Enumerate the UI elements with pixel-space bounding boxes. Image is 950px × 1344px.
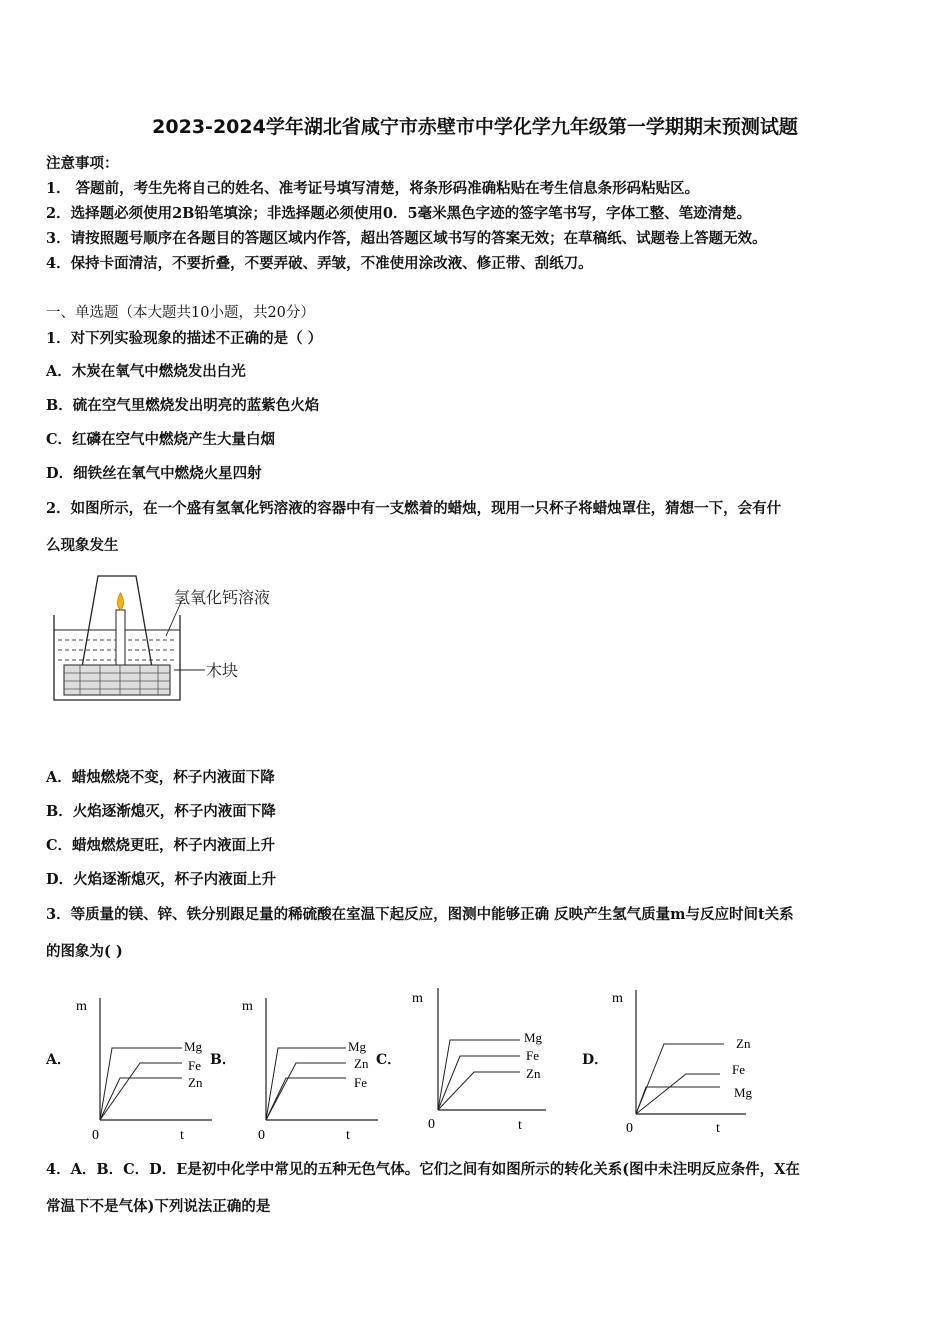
- series-label: Fe: [732, 1062, 745, 1077]
- x-axis-label: t: [716, 1121, 720, 1136]
- series-label: Mg: [348, 1039, 367, 1054]
- y-axis-label: m: [76, 999, 87, 1014]
- candle-experiment-figure: [50, 570, 290, 705]
- q3-option-c-label: C．: [376, 1052, 402, 1068]
- q1-option-a: A．木炭在氧气中燃烧发出白光: [46, 363, 246, 380]
- page-title: 2023-2024学年湖北省咸宁市赤壁市中学化学九年级第一学期期末预测试题: [152, 116, 798, 138]
- q3-graph-b: [238, 990, 388, 1145]
- q1-option-b: B．硫在空气里燃烧发出明亮的蓝紫色火焰: [46, 397, 320, 414]
- question-3-stem: 3．等质量的镁、锌、铁分别跟足量的稀硫酸在室温下起反应，图测中能够正确 反映产生氢气质量m与反应时间t关系: [46, 906, 794, 923]
- series-label: Mg: [524, 1030, 543, 1045]
- question-4-stem: 4．A．B．C．D．E是初中化学中常见的五种无色气体。它们之间有如图所示的转化关系(图中未注明反应条件，X在: [46, 1161, 800, 1178]
- q1-option-c: C．红磷在空气中燃烧产生大量白烟: [46, 431, 276, 448]
- label-wood-block: 木块: [206, 663, 239, 680]
- q3-option-b-label: B．: [210, 1052, 236, 1068]
- y-axis-label: m: [612, 991, 623, 1006]
- series-label: Zn: [736, 1036, 751, 1051]
- y-axis-label: m: [412, 991, 423, 1006]
- series-line-fe: [438, 1056, 520, 1110]
- series-label: Fe: [188, 1058, 201, 1073]
- q3-option-d-label: D．: [582, 1052, 609, 1068]
- q3-graph-d: [606, 982, 776, 1137]
- series-label: Mg: [184, 1039, 203, 1054]
- q2-option-d: D．火焰逐渐熄灭，杯子内液面上升: [46, 871, 277, 888]
- series-line-fe: [636, 1074, 720, 1114]
- x-axis-label: t: [180, 1128, 184, 1143]
- question-1-stem: 1．对下列实验现象的描述不正确的是（ ）: [46, 330, 323, 347]
- notice-item: 1． 答题前，考生先将自己的姓名、准考证号填写清楚，将条形码准确粘贴在考生信息条形码粘贴区。: [46, 180, 700, 197]
- series-label: Mg: [734, 1085, 753, 1100]
- y-axis-label: m: [242, 999, 253, 1014]
- series-label: Fe: [526, 1048, 539, 1063]
- series-line-zn: [438, 1072, 520, 1110]
- section-heading: 一、单选题（本大题共10小题，共20分）: [46, 305, 315, 321]
- question-4-stem-cont: 常温下不是气体)下列说法正确的是: [46, 1198, 271, 1215]
- notice-item: 3．请按照题号顺序在各题目的答题区域内作答，超出答题区域书写的答案无效；在草稿纸、试题卷上答题无效。: [46, 230, 767, 247]
- q2-option-a: A．蜡烛燃烧不变，杯子内液面下降: [46, 769, 275, 786]
- q2-option-c: C．蜡烛燃烧更旺，杯子内液面上升: [46, 837, 276, 854]
- notice-heading: 注意事项：: [46, 155, 119, 172]
- series-label: Fe: [354, 1075, 367, 1090]
- q3-option-a-label: A．: [46, 1052, 71, 1068]
- series-line-mg: [266, 1048, 346, 1120]
- series-line-fe: [100, 1063, 182, 1120]
- series-label: Zn: [354, 1056, 369, 1071]
- notice-item: 4．保持卡面清洁，不要折叠，不要弄破、弄皱，不准使用涂改液、修正带、刮纸刀。: [46, 255, 593, 272]
- x-axis-label: t: [346, 1128, 350, 1143]
- origin-label: 0: [626, 1121, 633, 1136]
- origin-label: 0: [428, 1117, 435, 1132]
- origin-label: 0: [92, 1128, 99, 1143]
- series-line-zn: [100, 1078, 182, 1120]
- series-line-fe: [266, 1078, 346, 1120]
- q3-graph-a: [72, 990, 222, 1145]
- notice-item: 2．选择题必须使用2B铅笔填涂；非选择题必须使用0．5毫米黑色字迹的签字笔书写，字体工整、笔迹清楚。: [46, 205, 752, 222]
- question-3-stem-cont: 的图象为( ): [46, 943, 123, 960]
- series-label: Zn: [526, 1066, 541, 1081]
- question-2-stem: 2．如图所示，在一个盛有氢氧化钙溶液的容器中有一支燃着的蜡烛，现用一只杯子将蜡烛罩住，猜想一下，会有什: [46, 500, 782, 517]
- q3-graph-c: [408, 980, 568, 1135]
- q1-option-d: D．细铁丝在氧气中燃烧火星四射: [46, 465, 262, 482]
- label-calcium-hydroxide-solution: 氢氧化钙溶液: [174, 590, 271, 607]
- question-2-stem-cont: 么现象发生: [46, 537, 119, 554]
- x-axis-label: t: [518, 1118, 522, 1133]
- series-line-mg: [100, 1048, 182, 1120]
- series-line-mg: [438, 1040, 520, 1110]
- series-line-mg: [636, 1087, 720, 1114]
- origin-label: 0: [258, 1128, 265, 1143]
- series-label: Zn: [188, 1075, 203, 1090]
- series-line-zn: [266, 1063, 346, 1120]
- q2-option-b: B．火焰逐渐熄灭，杯子内液面下降: [46, 803, 276, 820]
